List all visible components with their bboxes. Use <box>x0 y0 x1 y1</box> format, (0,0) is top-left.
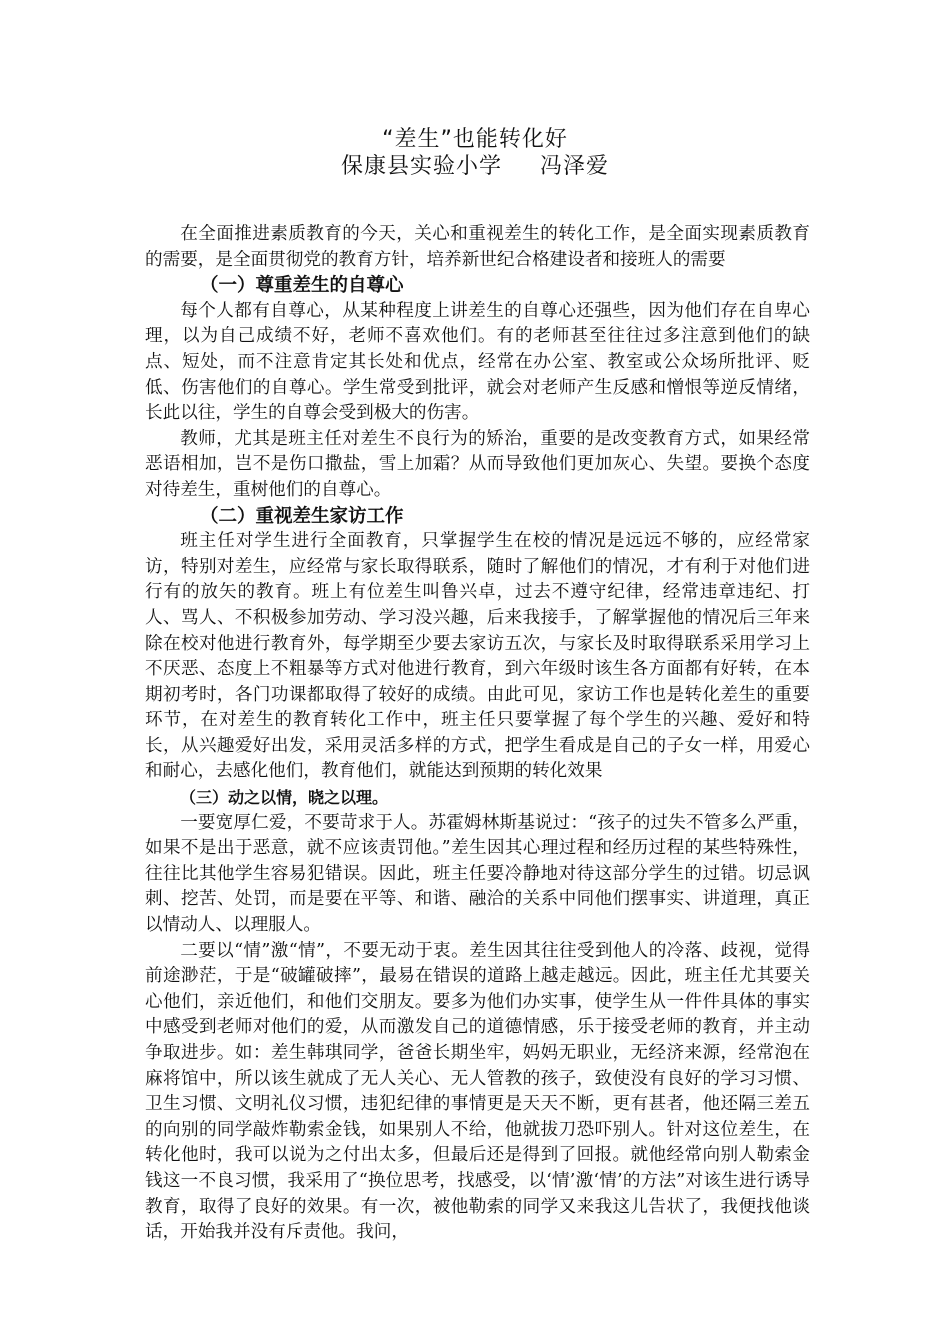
section-2-heading: （二）重视差生家访工作 <box>200 505 404 527</box>
section-1-paragraph-1: 每个人都有自尊心，从某种程度上讲差生的自尊心还强些，因为他们存在自卑心理，以为自己成绩不好，老师不喜欢他们。有的老师甚至往往过多注意到他们的缺点、短处，而不注意肯定其长处和优点，经常在办公室、教室或公众场所批评、贬低、伤害他们的自尊心。学生常受到批评，就会对老师产生反感和憎恨等逆反情绪，长此以往，学生的自尊会受到极大的伤害。 <box>145 300 810 424</box>
intro-paragraph: 在全面推进素质教育的今天，关心和重视差生的转化工作，是全面实现素质教育的需要，是全面贯彻党的教育方针，培养新世纪合格建设者和接班人的需要 <box>145 224 810 270</box>
section-2-paragraph-1: 班主任对学生进行全面教育，只掌握学生在校的情况是远远不够的，应经常家访，特别对差生，应经常与家长取得联系，随时了解他们的情况，才有利于对他们进行有的放矢的教育。班上有位差生叫鲁兴卓，过去不遵守纪律，经常违章违纪、打人、骂人、不积极参加劳动、学习没兴趣，后来我接手，了解掌握他的情况后三年来除在校对他进行教育外，每学期至少要去家访五次，与家长及时取得联系采用学习上不厌恶、态度上不粗暴等方式对他进行教育，到六年级时该生各方面都有好转，在本期初考时，各门功课都取得了较好的成绩。由此可见，家访工作也是转化差生的重要环节，在对差生的教育转化工作中，班主任只要掌握了每个学生的兴趣、爱好和特长，从兴趣爱好出发，采用灵活多样的方式，把学生看成是自己的子女一样，用爱心和耐心，去感化他们，教育他们，就能达到预期的转化效果 <box>145 531 810 782</box>
author-name: 冯泽爱 <box>540 154 610 179</box>
document-title: “差生”也能转化好 <box>382 127 568 152</box>
document-body <box>145 222 810 1246</box>
section-1-paragraph-2: 教师，尤其是班主任对差生不良行为的矫治，重要的是改变教育方式，如果经常恶语相加，岂不是伤口撒盐，雪上加霜？从而导致他们更加灰心、失望。要换个态度对待差生，重树他们的自尊心。 <box>145 428 810 500</box>
section-3-paragraph-1: 一要宽厚仁爱，不要苛求于人。苏霍姆林斯基说过：“孩子的过失不管多么严重，如果不是出于恶意，就不应该责罚他。”差生因其心理过程和经历过程的某些特殊性，往往比其他学生容易犯错误。因此，班主任要冷静地对待这部分学生的过错。切忌讽刺、挖苦、处罚，而是要在平等、和谐、融洽的关系中同他们摆事实、讲道理，真正以情动人、以理服人。 <box>145 812 810 936</box>
section-1-heading: （一）尊重差生的自尊心 <box>200 275 404 297</box>
section-3-paragraph-2: 二要以“情”激“情”，不要无动于衷。差生因其往往受到他人的冷落、歧视，觉得前途渺茫，于是“破罐破摔”，最易在错误的道路上越走越远。因此，班主任尤其要关心他们，亲近他们，和他们交朋友。要多为他们办实事，使学生从一件件具体的事实中感受到老师对他们的爱，从而激发自己的道德情感，乐于接受老师的教育，并主动争取进步。如：差生韩琪同学，爸爸长期坐牢，妈妈无职业，无经济来源，经常泡在麻将馆中，所以该生就成了无人关心、无人管教的孩子，致使没有良好的学习习惯、卫生习惯、文明礼仪习惯，违犯纪律的事情更是天天不断，更有甚者，他还隔三差五的向别的同学敲炸勒索金钱，如果别人不给，他就拔刀恐吓别人。针对这位差生，在转化他时，我可以说为之付出太多，但最后还是得到了回报。就他经常向别人勒索金钱这一不良习惯，我采用了“换位思考，找感受，以‘情’激‘情’的方法”对该生进行诱导教育，取得了良好的效果。有一次，被他勒索的同学又来我这儿告状了，我便找他谈话，开始我并没有斥责他。我问， <box>145 940 810 1243</box>
author-school: 保康县实验小学 <box>340 154 502 179</box>
author-line <box>0 149 950 180</box>
section-3-heading: （三）动之以情，晓之以理。 <box>180 788 389 808</box>
